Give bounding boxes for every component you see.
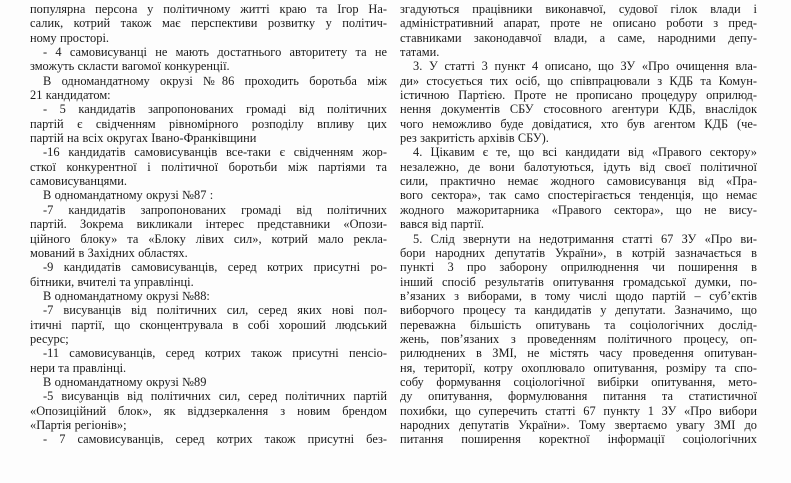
text-line: мований в Західних областях.	[30, 245, 188, 260]
text-line: В одномандатному окрузі №87 :	[43, 188, 214, 203]
text-line: адміністративний апарат, проте не описано роботи з пред-	[400, 16, 757, 31]
text-line: -7 висуванців від політичних сил, серед яких нові пол-	[43, 303, 387, 318]
text-line: «Опозиційний блок», як віддзеркалення з новим брендом	[30, 403, 387, 418]
text-line: жень, пов’язаних з проведенням політичного процесу, оп-	[400, 331, 757, 346]
text-line: народних депутатів України». Тому звертаємо увагу ЗМІ до	[400, 417, 757, 432]
text-line: нення документів СБУ стосовного агентури КДБ, внаслідок	[400, 102, 757, 117]
text-line: ційного блоку» та «Блоку лівих сил», котрий мало рекла-	[30, 231, 387, 246]
text-line: самовисуванцями.	[30, 174, 127, 189]
text-line: - 4 самовисуванці не мають достатнього авторитету та не	[43, 45, 387, 60]
text-line: переважна більшість опитувань та соціологічних дослід-	[400, 317, 757, 332]
text-line: 3. У статті 3 пункт 4 описано, що ЗУ «Про очищення вла-	[413, 59, 757, 74]
text-line: собу формування соціологічної вибірки опитування, мето-	[400, 374, 757, 389]
text-line: ресурс;	[30, 331, 69, 346]
text-line: ня, території, котру охоплювало опитування, розміру та спо-	[400, 360, 757, 375]
text-line: зможуть скласти вагомої конкуренції.	[30, 59, 230, 74]
text-line: популярна персона у політичному житті краю та Ігор На-	[30, 2, 387, 16]
text-line: «Партія регіонів»;	[30, 417, 127, 432]
text-line: татами.	[400, 45, 440, 60]
text-line: сили, практично немає жодного самовисуванця від «Пра-	[400, 174, 757, 189]
text-line: нери та правлінці.	[30, 360, 127, 375]
text-line: -5 висуванців від політичних сил, серед політичних партій	[43, 389, 387, 404]
text-line: питання поширення коректної інформації соціологічних	[400, 432, 757, 447]
text-line: салик, котрий також має перспективи розвитку у політич-	[30, 16, 387, 31]
text-line: -9 кандидатів самовисуванців, серед котрих присутні ро-	[43, 260, 387, 275]
text-line: В одномандатному окрузі №88:	[43, 288, 210, 303]
text-line: рилюднених в ЗМІ, не містять часу проведення опитуван-	[400, 346, 757, 361]
text-line: ди» стосується тих осіб, що співпрацювали з КДБ та Комун-	[400, 73, 757, 88]
text-line: В одномандатному окрузі №89	[43, 374, 207, 389]
text-line: -7 кандидатів запропонованих громаді від політичних	[43, 202, 387, 217]
text-line: ставниками законодавчої влади, а саме, народними депу-	[400, 30, 757, 45]
text-line: рез закритість архівів СБУ).	[400, 131, 549, 146]
text-line: згадуються працівники виконавчої, судової гілок влади і	[400, 2, 757, 16]
text-line: чого неможливо буде довідатися, хто був агентом КДБ (че-	[400, 116, 757, 131]
text-line: - 7 самовисуванців, серед котрих також присутні без-	[43, 432, 387, 447]
text-line: бори народних депутатів України», в котрій зазначається в	[400, 245, 757, 260]
text-line: -16 кандидатів самовисуванців все-таки є свідченням жор-	[43, 145, 387, 160]
text-line: 4. Цікавим є те, що всі кандидати від «Правого сектору»	[413, 145, 757, 160]
text-column-left	[30, 2, 387, 483]
text-line: інший спосіб результатів опитування громадської думки, по-	[400, 274, 757, 289]
text-line: - 5 кандидатів запропонованих громаді від політичних	[43, 102, 387, 117]
text-line: -11 самовисуванців, серед котрих також присутні пенсіо-	[43, 346, 387, 361]
text-line: виборчого процесу та кандидатів у депутати. Зазначимо, що	[400, 303, 757, 318]
text-line: 5. Слід звернути на недотримання статті 67 ЗУ «Про ви-	[413, 231, 757, 246]
text-line: 21 кандидатом:	[30, 88, 111, 103]
text-line: істичною Партією. Проте не прописано процедуру оприлюд-	[400, 88, 757, 103]
text-line: вого сектора», так само спостерігається тенденція, що немає	[400, 188, 757, 203]
text-line: пункті 3 про заборону оприлюднення чи поширення в	[400, 260, 757, 275]
text-line: похибки, що суперечить статті 67 пункту 1 ЗУ «Про вибори	[400, 403, 757, 418]
text-line: жодного мажоритарника «Правого сектора», що не вису-	[400, 202, 757, 217]
text-line: в’язаних з виборами, в тому числі щодо партій – суб’єктів	[400, 288, 757, 303]
text-line: ду опитування, формулювання питання та статистичної	[400, 389, 757, 404]
text-line: партій на всіх округах Івано-Франківщини	[30, 131, 257, 146]
text-line: ітичні партії, що сконцентрувала в собі хороший людський	[30, 317, 387, 332]
text-column-right	[400, 2, 757, 483]
text-line: ному просторі.	[30, 30, 109, 45]
text-line: вався від партії.	[400, 217, 485, 232]
text-line: незалежно, де вони балотуються, ідуть від своєї політичної	[400, 159, 757, 174]
text-line: В одномандатному окрузі №86 проходить боротьба між	[43, 73, 387, 88]
text-line: бітники, вчителі та управлінці.	[30, 274, 194, 289]
text-line: партій. Зокрема викликали інтерес представники «Опози-	[30, 217, 387, 232]
text-line: партій є свідченням рівномірного розподілу впливу цих	[30, 116, 387, 131]
text-line: сткої конкурентної і політичної боротьби між партіями та	[30, 159, 387, 174]
